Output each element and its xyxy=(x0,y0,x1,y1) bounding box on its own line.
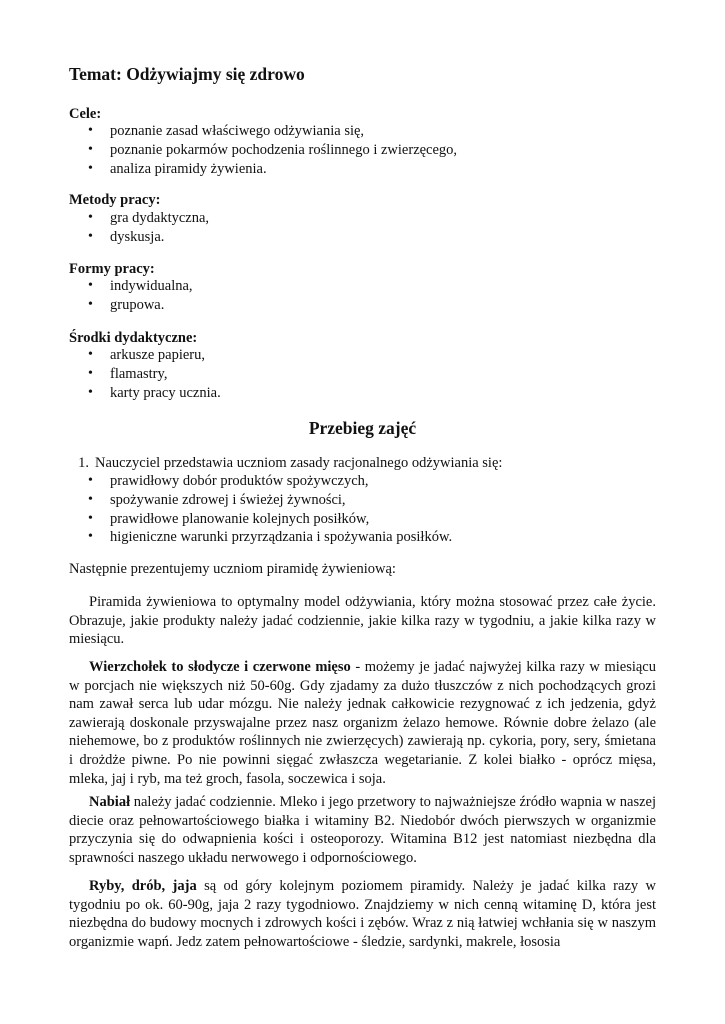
list-item: • arkusze papieru, xyxy=(69,346,221,365)
materials-heading: Środki dydaktyczne: xyxy=(69,330,198,346)
goals-heading: Cele: xyxy=(69,106,102,122)
numbered-step xyxy=(69,455,502,472)
principles-list xyxy=(69,472,452,547)
lesson-course-heading: Przebieg zajęć xyxy=(308,418,417,438)
forms-list xyxy=(69,277,193,315)
paragraph-pyramid: Piramida żywieniowa to optymalny model odżywiania, który można stosować przez całe życie. Obrazuje, jakie produkty należy jadać codziennie, jakie kilka razy w tygodniu, a jakie kilka razy w miesiącu. xyxy=(69,594,656,648)
list-item: • prawidłowe planowanie kolejnych posiłków, xyxy=(69,510,452,529)
list-item: • higieniczne warunki przyrządzania i spożywania posiłków. xyxy=(69,528,452,547)
paragraph-body: - możemy je jadać najwyżej kilka razy w miesiącu w porcjach nie większych niż 50-60g. Gdy zjadamy za dużo tłuszczów z nich pochodzących grozi nam zawał serca lub udar mózgu. Nie należy jednak całkowicie rezygnować z ich jedzenia, gdyż zawierają doskonale przyswajalne przez nasz organizm żelazo hemowe. Równie dobre żelazo (ale niehemowe, bo z produktów roślinnych nie zwierzęcych) zawierają np. cykoria, pory, sery, śmietana i drożdże piwne. Po nie powinni sięgać zwłaszcza wegetarianie. Z kolei białko - oprócz mięsa, mleka, jaj i ryb, ma też groch, fasola, soczewica i soja. xyxy=(69,659,656,787)
paragraph-lead: Ryby, drób, jaja xyxy=(89,878,197,894)
list-item: • dyskusja. xyxy=(69,228,209,247)
page-title: Temat: Odżywiajmy się zdrowo xyxy=(69,64,305,84)
paragraph-dairy xyxy=(69,793,656,867)
list-item: • analiza piramidy żywienia. xyxy=(69,160,457,179)
list-item: • poznanie pokarmów pochodzenia roślinnego i zwierzęcego, xyxy=(69,141,457,160)
paragraph-body: należy jadać codziennie. Mleko i jego przetwory to najważniejsze źródło wapnia w naszej diecie oraz pełnowartościowego białka i witaminy B2. Niedobór dwóch pierwszych w organizmie przyczynia się do odwapnienia kości i osteoporozy. Witamina B12 jest natomiast niezbędna dla sprawności naszego układu nerwowego i odpornościowego. xyxy=(69,794,656,866)
list-item: • spożywanie zdrowej i świeżej żywności, xyxy=(69,491,452,510)
step-number: 1. xyxy=(78,455,89,471)
paragraph-top xyxy=(69,658,656,788)
paragraph-body: są od góry kolejnym poziomem piramidy. Należy je jadać kilka razy w tygodniu po ok. 60-90g, jaja 2 razy tygodniowo. Znajdziemy w nich cenną witaminę D, która jest niezbędna do budowy mocnych i zdrowych kości i zębów. Wraz z nią łatwiej wchłania się w naszym organizmie wapń. Jedz zatem pełnowartościowe - śledzie, sardynki, makrele, łososia xyxy=(69,878,656,950)
step-text: Nauczyciel przedstawia uczniom zasady racjonalnego odżywiania się: xyxy=(95,455,503,471)
methods-heading: Metody pracy: xyxy=(69,192,161,208)
list-item: • prawidłowy dobór produktów spożywczych, xyxy=(69,472,452,491)
list-item: • poznanie zasad właściwego odżywiania się, xyxy=(69,122,457,141)
list-item: • karty pracy ucznia. xyxy=(69,384,221,403)
list-item: • gra dydaktyczna, xyxy=(69,209,209,228)
list-item: • flamastry, xyxy=(69,365,221,384)
paragraph-lead: Wierzchołek to słodycze i czerwone mięso xyxy=(89,659,351,675)
pyramid-intro: Następnie prezentujemy uczniom piramidę żywieniową: xyxy=(69,561,396,577)
goals-list xyxy=(69,122,457,178)
paragraph-fish xyxy=(69,877,656,951)
materials-list xyxy=(69,346,221,402)
list-item: • grupowa. xyxy=(69,296,193,315)
methods-list xyxy=(69,209,209,247)
forms-heading: Formy pracy: xyxy=(69,261,155,277)
paragraph-lead: Nabiał xyxy=(89,794,131,810)
list-item: • indywidualna, xyxy=(69,277,193,296)
